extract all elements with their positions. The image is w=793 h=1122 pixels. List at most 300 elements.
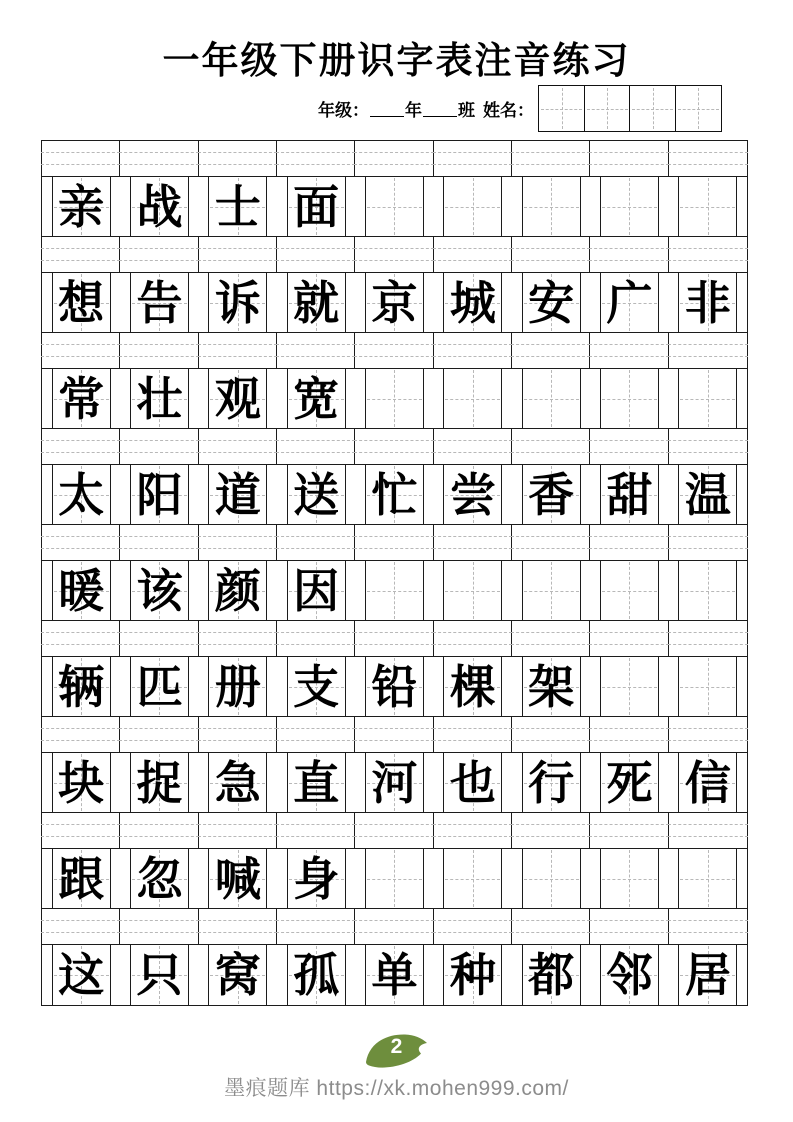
tianzige-box	[678, 561, 737, 620]
pinyin-cell[interactable]	[42, 141, 120, 176]
tianzige-box	[287, 945, 346, 1005]
pinyin-cell[interactable]	[277, 621, 355, 656]
name-box[interactable]	[675, 85, 722, 132]
pinyin-cell[interactable]	[669, 333, 747, 368]
row-group	[42, 813, 747, 909]
pinyin-cell[interactable]	[355, 813, 433, 848]
tianzige-box	[522, 273, 581, 332]
character-glyph: 身	[293, 851, 340, 906]
char-cell	[512, 561, 590, 620]
tianzige-box	[678, 273, 737, 332]
pinyin-cell[interactable]	[590, 525, 668, 560]
tianzige-box	[52, 753, 111, 812]
character-glyph: 信	[684, 755, 731, 810]
character-glyph: 诉	[214, 275, 261, 330]
pinyin-cell[interactable]	[120, 813, 198, 848]
char-cell	[355, 369, 433, 428]
tianzige-box	[600, 465, 659, 524]
tianzige-box	[52, 465, 111, 524]
tianzige-box	[52, 849, 111, 908]
tianzige-box	[443, 849, 502, 908]
char-row	[42, 465, 747, 525]
tianzige-box	[522, 753, 581, 812]
char-cell	[277, 753, 355, 812]
pinyin-cell[interactable]	[355, 429, 433, 464]
tianzige-box	[52, 657, 111, 716]
pinyin-cell[interactable]	[120, 525, 198, 560]
tianzige-box	[443, 945, 502, 1005]
char-cell	[512, 273, 590, 332]
tianzige-box	[52, 369, 111, 428]
tianzige-box	[287, 465, 346, 524]
character-glyph: 太	[58, 467, 105, 522]
tianzige-box	[365, 753, 424, 812]
char-cell	[199, 945, 277, 1005]
pinyin-cell[interactable]	[434, 813, 512, 848]
pinyin-cell[interactable]	[669, 429, 747, 464]
character-glyph: 忽	[136, 851, 183, 906]
pinyin-cell[interactable]	[42, 621, 120, 656]
tianzige-box	[522, 465, 581, 524]
char-cell	[434, 561, 512, 620]
char-cell	[434, 369, 512, 428]
pinyin-cell[interactable]	[199, 621, 277, 656]
char-row	[42, 369, 747, 429]
pinyin-cell[interactable]	[512, 909, 590, 944]
char-cell	[277, 657, 355, 716]
tianzige-box	[678, 657, 737, 716]
pinyin-row	[42, 621, 747, 657]
tianzige-box	[287, 657, 346, 716]
row-group	[42, 237, 747, 333]
tianzige-box	[130, 657, 189, 716]
tianzige-box	[208, 657, 267, 716]
pinyin-cell[interactable]	[512, 333, 590, 368]
character-glyph: 架	[528, 659, 575, 714]
character-glyph: 就	[293, 275, 340, 330]
pinyin-cell[interactable]	[355, 621, 433, 656]
pinyin-cell[interactable]	[512, 621, 590, 656]
character-glyph: 广	[606, 275, 653, 330]
character-glyph: 这	[58, 948, 105, 1002]
pinyin-cell[interactable]	[669, 525, 747, 560]
char-cell	[277, 369, 355, 428]
pinyin-cell[interactable]	[590, 333, 668, 368]
char-cell	[199, 369, 277, 428]
pinyin-cell[interactable]	[199, 717, 277, 752]
pinyin-cell[interactable]	[120, 333, 198, 368]
char-cell	[199, 849, 277, 908]
tianzige-box	[52, 273, 111, 332]
character-glyph: 只	[136, 948, 183, 1002]
tianzige-box	[52, 945, 111, 1005]
char-cell	[277, 177, 355, 236]
character-glyph: 颜	[214, 563, 261, 618]
char-row	[42, 945, 747, 1005]
char-cell	[355, 945, 433, 1005]
pinyin-cell[interactable]	[277, 717, 355, 752]
pinyin-cell[interactable]	[434, 621, 512, 656]
header-form	[318, 84, 722, 133]
pinyin-row	[42, 429, 747, 465]
character-glyph: 送	[293, 467, 340, 522]
tianzige-box	[522, 561, 581, 620]
character-glyph: 喊	[214, 851, 261, 906]
character-glyph: 道	[214, 467, 261, 522]
pinyin-row	[42, 525, 747, 561]
char-cell	[199, 753, 277, 812]
char-cell	[590, 945, 668, 1005]
tianzige-box	[443, 369, 502, 428]
row-group	[42, 909, 747, 1005]
character-glyph: 册	[214, 659, 261, 714]
char-cell	[120, 369, 198, 428]
character-glyph: 安	[528, 275, 575, 330]
row-group	[42, 525, 747, 621]
character-glyph: 士	[214, 179, 261, 234]
pinyin-cell[interactable]	[590, 717, 668, 752]
char-cell	[590, 273, 668, 332]
char-cell	[120, 465, 198, 524]
char-cell	[669, 177, 747, 236]
tianzige-box	[130, 273, 189, 332]
pinyin-cell[interactable]	[277, 333, 355, 368]
pinyin-cell[interactable]	[512, 717, 590, 752]
char-cell	[512, 177, 590, 236]
pinyin-cell[interactable]	[590, 621, 668, 656]
pinyin-cell[interactable]	[669, 141, 747, 176]
pinyin-cell[interactable]	[120, 429, 198, 464]
tianzige-box	[443, 273, 502, 332]
char-cell	[42, 273, 120, 332]
char-row	[42, 753, 747, 813]
pinyin-cell[interactable]	[590, 141, 668, 176]
pinyin-cell[interactable]	[590, 429, 668, 464]
pinyin-cell[interactable]	[590, 237, 668, 272]
char-cell	[512, 657, 590, 716]
character-glyph: 捉	[136, 755, 183, 810]
char-cell	[512, 849, 590, 908]
tianzige-box	[287, 177, 346, 236]
tianzige-box	[130, 465, 189, 524]
pinyin-cell[interactable]	[434, 909, 512, 944]
char-cell	[355, 465, 433, 524]
char-cell	[669, 369, 747, 428]
tianzige-box	[600, 273, 659, 332]
char-cell	[42, 849, 120, 908]
row-group	[42, 141, 747, 237]
char-cell	[42, 945, 120, 1005]
pinyin-cell[interactable]	[42, 525, 120, 560]
tianzige-box	[130, 753, 189, 812]
char-cell	[590, 369, 668, 428]
tianzige-box	[130, 561, 189, 620]
char-cell	[120, 945, 198, 1005]
pinyin-cell[interactable]	[355, 237, 433, 272]
pinyin-cell[interactable]	[120, 141, 198, 176]
row-group	[42, 429, 747, 525]
char-cell	[120, 849, 198, 908]
character-glyph: 常	[58, 371, 105, 426]
char-row	[42, 849, 747, 909]
pinyin-cell[interactable]	[42, 909, 120, 944]
character-glyph: 面	[293, 179, 340, 234]
page-number: 2	[390, 1035, 403, 1058]
pinyin-cell[interactable]	[120, 621, 198, 656]
pinyin-cell[interactable]	[434, 333, 512, 368]
pinyin-cell[interactable]	[120, 237, 198, 272]
character-glyph: 城	[449, 275, 496, 330]
character-glyph: 河	[371, 755, 418, 810]
char-cell	[669, 849, 747, 908]
name-boxes	[540, 85, 722, 132]
char-cell	[590, 753, 668, 812]
pinyin-cell[interactable]	[669, 621, 747, 656]
tianzige-box	[52, 561, 111, 620]
tianzige-box	[208, 465, 267, 524]
tianzige-box	[365, 657, 424, 716]
tianzige-box	[287, 273, 346, 332]
footer-site-text: 墨痕题库 https://xk.mohen999.com/	[224, 1077, 569, 1100]
char-cell	[669, 753, 747, 812]
class-suffix-label: 班	[458, 101, 475, 121]
pinyin-cell[interactable]	[669, 717, 747, 752]
char-cell	[669, 945, 747, 1005]
pinyin-cell[interactable]	[355, 141, 433, 176]
tianzige-box	[208, 561, 267, 620]
tianzige-box	[208, 369, 267, 428]
pinyin-cell[interactable]	[42, 429, 120, 464]
char-cell	[434, 657, 512, 716]
pinyin-cell[interactable]	[434, 717, 512, 752]
char-cell	[590, 465, 668, 524]
character-glyph: 甜	[606, 467, 653, 522]
name-box[interactable]	[629, 85, 676, 132]
char-cell	[434, 177, 512, 236]
character-glyph: 温	[684, 467, 731, 522]
character-glyph: 行	[528, 755, 575, 810]
pinyin-row	[42, 333, 747, 369]
char-cell	[120, 177, 198, 236]
tianzige-box	[678, 945, 737, 1005]
tianzige-box	[52, 177, 111, 236]
character-glyph: 阳	[136, 467, 183, 522]
tianzige-box	[600, 177, 659, 236]
pinyin-cell[interactable]	[590, 813, 668, 848]
char-cell	[669, 273, 747, 332]
tianzige-box	[130, 945, 189, 1005]
char-cell	[669, 465, 747, 524]
character-glyph: 尝	[449, 467, 496, 522]
tianzige-box	[287, 369, 346, 428]
pinyin-cell[interactable]	[199, 525, 277, 560]
pinyin-cell[interactable]	[669, 813, 747, 848]
tianzige-box	[208, 273, 267, 332]
char-cell	[42, 753, 120, 812]
character-glyph: 急	[214, 755, 261, 810]
char-cell	[42, 177, 120, 236]
character-glyph: 死	[606, 755, 653, 810]
name-label: 姓名：	[483, 101, 534, 121]
pinyin-cell[interactable]	[434, 141, 512, 176]
tianzige-box	[130, 849, 189, 908]
pinyin-cell[interactable]	[434, 237, 512, 272]
tianzige-box	[365, 849, 424, 908]
pinyin-cell[interactable]	[199, 813, 277, 848]
tianzige-box	[522, 657, 581, 716]
pinyin-cell[interactable]	[199, 429, 277, 464]
pinyin-cell[interactable]	[590, 909, 668, 944]
pinyin-cell[interactable]	[277, 429, 355, 464]
char-row	[42, 657, 747, 717]
tianzige-box	[522, 945, 581, 1005]
tianzige-box	[365, 369, 424, 428]
tianzige-box	[365, 273, 424, 332]
character-glyph: 告	[136, 275, 183, 330]
pinyin-cell[interactable]	[277, 237, 355, 272]
pinyin-cell[interactable]	[42, 717, 120, 752]
char-cell	[199, 561, 277, 620]
pinyin-cell[interactable]	[355, 525, 433, 560]
pinyin-cell[interactable]	[42, 333, 120, 368]
pinyin-cell[interactable]	[355, 909, 433, 944]
character-glyph: 居	[684, 948, 731, 1002]
character-glyph: 邻	[606, 948, 653, 1002]
char-cell	[199, 177, 277, 236]
tianzige-box	[365, 561, 424, 620]
pinyin-cell[interactable]	[120, 909, 198, 944]
pinyin-cell[interactable]	[512, 429, 590, 464]
tianzige-box	[678, 177, 737, 236]
pinyin-cell[interactable]	[512, 237, 590, 272]
tianzige-box	[600, 657, 659, 716]
tianzige-box	[208, 945, 267, 1005]
pinyin-row	[42, 909, 747, 945]
char-cell	[277, 561, 355, 620]
page-number-leaf	[364, 1031, 429, 1073]
char-cell	[434, 849, 512, 908]
char-cell	[42, 657, 120, 716]
pinyin-cell[interactable]	[277, 141, 355, 176]
char-cell	[120, 753, 198, 812]
tianzige-box	[287, 849, 346, 908]
character-grid-table	[41, 140, 748, 1006]
pinyin-cell[interactable]	[42, 813, 120, 848]
grade-label: 年级：	[318, 101, 369, 121]
char-cell	[669, 561, 747, 620]
pinyin-cell[interactable]	[277, 525, 355, 560]
character-glyph: 匹	[136, 659, 183, 714]
tianzige-box	[365, 465, 424, 524]
tianzige-box	[522, 849, 581, 908]
year-suffix-label: 年	[405, 101, 422, 121]
char-cell	[590, 177, 668, 236]
pinyin-cell[interactable]	[434, 429, 512, 464]
class-blank-line[interactable]	[423, 101, 457, 117]
row-group	[42, 717, 747, 813]
name-box[interactable]	[584, 85, 631, 132]
char-cell	[42, 561, 120, 620]
character-glyph: 棵	[449, 659, 496, 714]
char-cell	[512, 465, 590, 524]
character-glyph: 窝	[214, 948, 261, 1002]
pinyin-cell[interactable]	[277, 813, 355, 848]
character-glyph: 单	[371, 948, 418, 1002]
pinyin-cell[interactable]	[199, 909, 277, 944]
character-glyph: 支	[293, 659, 340, 714]
char-row	[42, 177, 747, 237]
tianzige-box	[443, 177, 502, 236]
pinyin-cell[interactable]	[512, 525, 590, 560]
character-glyph: 因	[293, 563, 340, 618]
char-cell	[512, 945, 590, 1005]
char-cell	[590, 657, 668, 716]
char-row	[42, 273, 747, 333]
char-cell	[42, 369, 120, 428]
tianzige-box	[600, 561, 659, 620]
pinyin-cell[interactable]	[199, 237, 277, 272]
tianzige-box	[443, 753, 502, 812]
pinyin-cell[interactable]	[512, 141, 590, 176]
char-cell	[199, 273, 277, 332]
tianzige-box	[443, 465, 502, 524]
tianzige-box	[130, 177, 189, 236]
character-glyph: 观	[214, 371, 261, 426]
pinyin-cell[interactable]	[512, 813, 590, 848]
tianzige-box	[600, 753, 659, 812]
tianzige-box	[522, 369, 581, 428]
name-box[interactable]	[538, 85, 585, 132]
char-cell	[120, 273, 198, 332]
pinyin-cell[interactable]	[669, 237, 747, 272]
char-cell	[277, 273, 355, 332]
char-cell	[120, 657, 198, 716]
pinyin-cell[interactable]	[669, 909, 747, 944]
pinyin-cell[interactable]	[277, 909, 355, 944]
character-glyph: 也	[449, 755, 496, 810]
grade-blank-line[interactable]	[370, 101, 404, 117]
tianzige-box	[678, 753, 737, 812]
char-cell	[434, 273, 512, 332]
char-cell	[355, 753, 433, 812]
pinyin-cell[interactable]	[42, 237, 120, 272]
char-cell	[434, 753, 512, 812]
character-glyph: 京	[371, 275, 418, 330]
pinyin-row	[42, 237, 747, 273]
character-glyph: 铅	[371, 659, 418, 714]
pinyin-row	[42, 141, 747, 177]
tianzige-box	[443, 657, 502, 716]
tianzige-box	[678, 849, 737, 908]
pinyin-cell[interactable]	[434, 525, 512, 560]
pinyin-cell[interactable]	[355, 717, 433, 752]
pinyin-row	[42, 717, 747, 753]
tianzige-box	[287, 753, 346, 812]
pinyin-cell[interactable]	[199, 333, 277, 368]
char-cell	[355, 561, 433, 620]
char-cell	[355, 273, 433, 332]
pinyin-cell[interactable]	[199, 141, 277, 176]
char-cell	[355, 177, 433, 236]
character-glyph: 都	[528, 948, 575, 1002]
tianzige-box	[443, 561, 502, 620]
character-glyph: 跟	[58, 851, 105, 906]
pinyin-cell[interactable]	[120, 717, 198, 752]
char-row	[42, 561, 747, 621]
pinyin-cell[interactable]	[355, 333, 433, 368]
tianzige-box	[678, 369, 737, 428]
char-cell	[277, 945, 355, 1005]
